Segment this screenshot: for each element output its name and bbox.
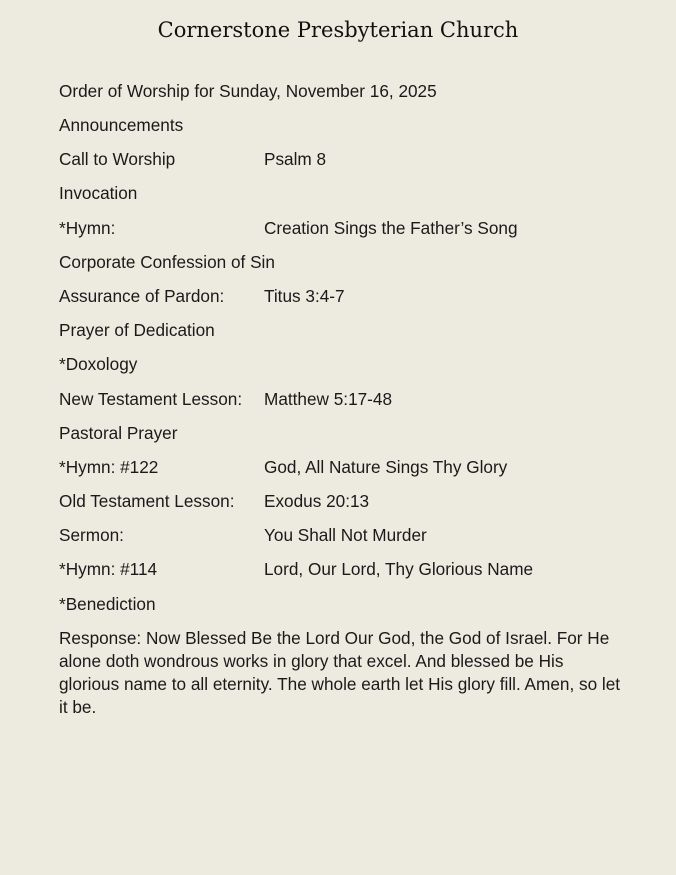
- worship-item-value: [264, 251, 629, 285]
- worship-item-label: Invocation: [59, 183, 138, 204]
- worship-item-label: Assurance of Pardon:: [59, 285, 225, 306]
- worship-item-value: Lord, Our Lord, Thy Glorious Name: [264, 559, 534, 580]
- worship-item-value: [264, 114, 629, 148]
- worship-item-value: [264, 593, 629, 627]
- worship-item: [59, 251, 629, 285]
- worship-item: [59, 456, 629, 490]
- worship-item-value: Exodus 20:13: [264, 491, 370, 512]
- worship-item-label: *Doxology: [59, 354, 138, 375]
- worship-item: [59, 353, 629, 387]
- worship-item-label: Call to Worship: [59, 149, 176, 170]
- worship-item: [59, 558, 629, 592]
- worship-item-value: God, All Nature Sings Thy Glory: [264, 456, 508, 477]
- worship-item-label: *Hymn: #122: [59, 456, 159, 477]
- worship-item: [59, 285, 629, 319]
- worship-item: [59, 524, 629, 558]
- order-of-worship: [59, 80, 629, 719]
- worship-item-value: [264, 422, 629, 456]
- worship-item-value: You Shall Not Murder: [264, 525, 427, 546]
- worship-item: [59, 388, 629, 422]
- worship-item: [59, 490, 629, 524]
- worship-item: [59, 319, 629, 353]
- worship-item-label: Announcements: [59, 115, 184, 135]
- worship-item-value: Titus 3:4-7: [264, 285, 345, 306]
- worship-item-label: Sermon:: [59, 525, 124, 546]
- worship-item-label: *Hymn: #114: [59, 559, 158, 580]
- worship-item: [59, 593, 629, 627]
- worship-item-label: *Hymn:: [59, 217, 116, 238]
- church-title: Cornerstone Presbyterian Church: [157, 18, 519, 42]
- worship-item-label: *Benediction: [59, 593, 156, 614]
- worship-item-value: Matthew 5:17-48: [264, 388, 393, 409]
- worship-item-label: Pastoral Prayer: [59, 422, 178, 443]
- worship-item: [59, 148, 629, 182]
- worship-item: [59, 182, 629, 216]
- worship-item: [59, 217, 629, 251]
- worship-item: [59, 114, 629, 148]
- worship-item-label: Prayer of Dedication: [59, 320, 215, 341]
- worship-item-value: [264, 353, 629, 387]
- worship-item-value: [264, 182, 629, 216]
- worship-item-label: Corporate Confession of Sin: [59, 251, 275, 272]
- congregational-response: Response: Now Blessed Be the Lord Our God, the God of Israel. For He alone doth wondrous works in glory that excel. And blessed be His glorious name to all eternity. The whole earth let His glory fill. Amen, so let it be.: [59, 627, 621, 717]
- worship-item-value: Creation Sings the Father’s Song: [264, 217, 518, 238]
- worship-item-value: Psalm 8: [264, 149, 327, 170]
- worship-item-label: Old Testament Lesson:: [59, 491, 235, 512]
- service-date-heading: Order of Worship for Sunday, November 16, 2025: [59, 81, 437, 101]
- worship-item-label: New Testament Lesson:: [59, 388, 243, 409]
- worship-item-value: [264, 319, 629, 353]
- worship-item: [59, 422, 629, 456]
